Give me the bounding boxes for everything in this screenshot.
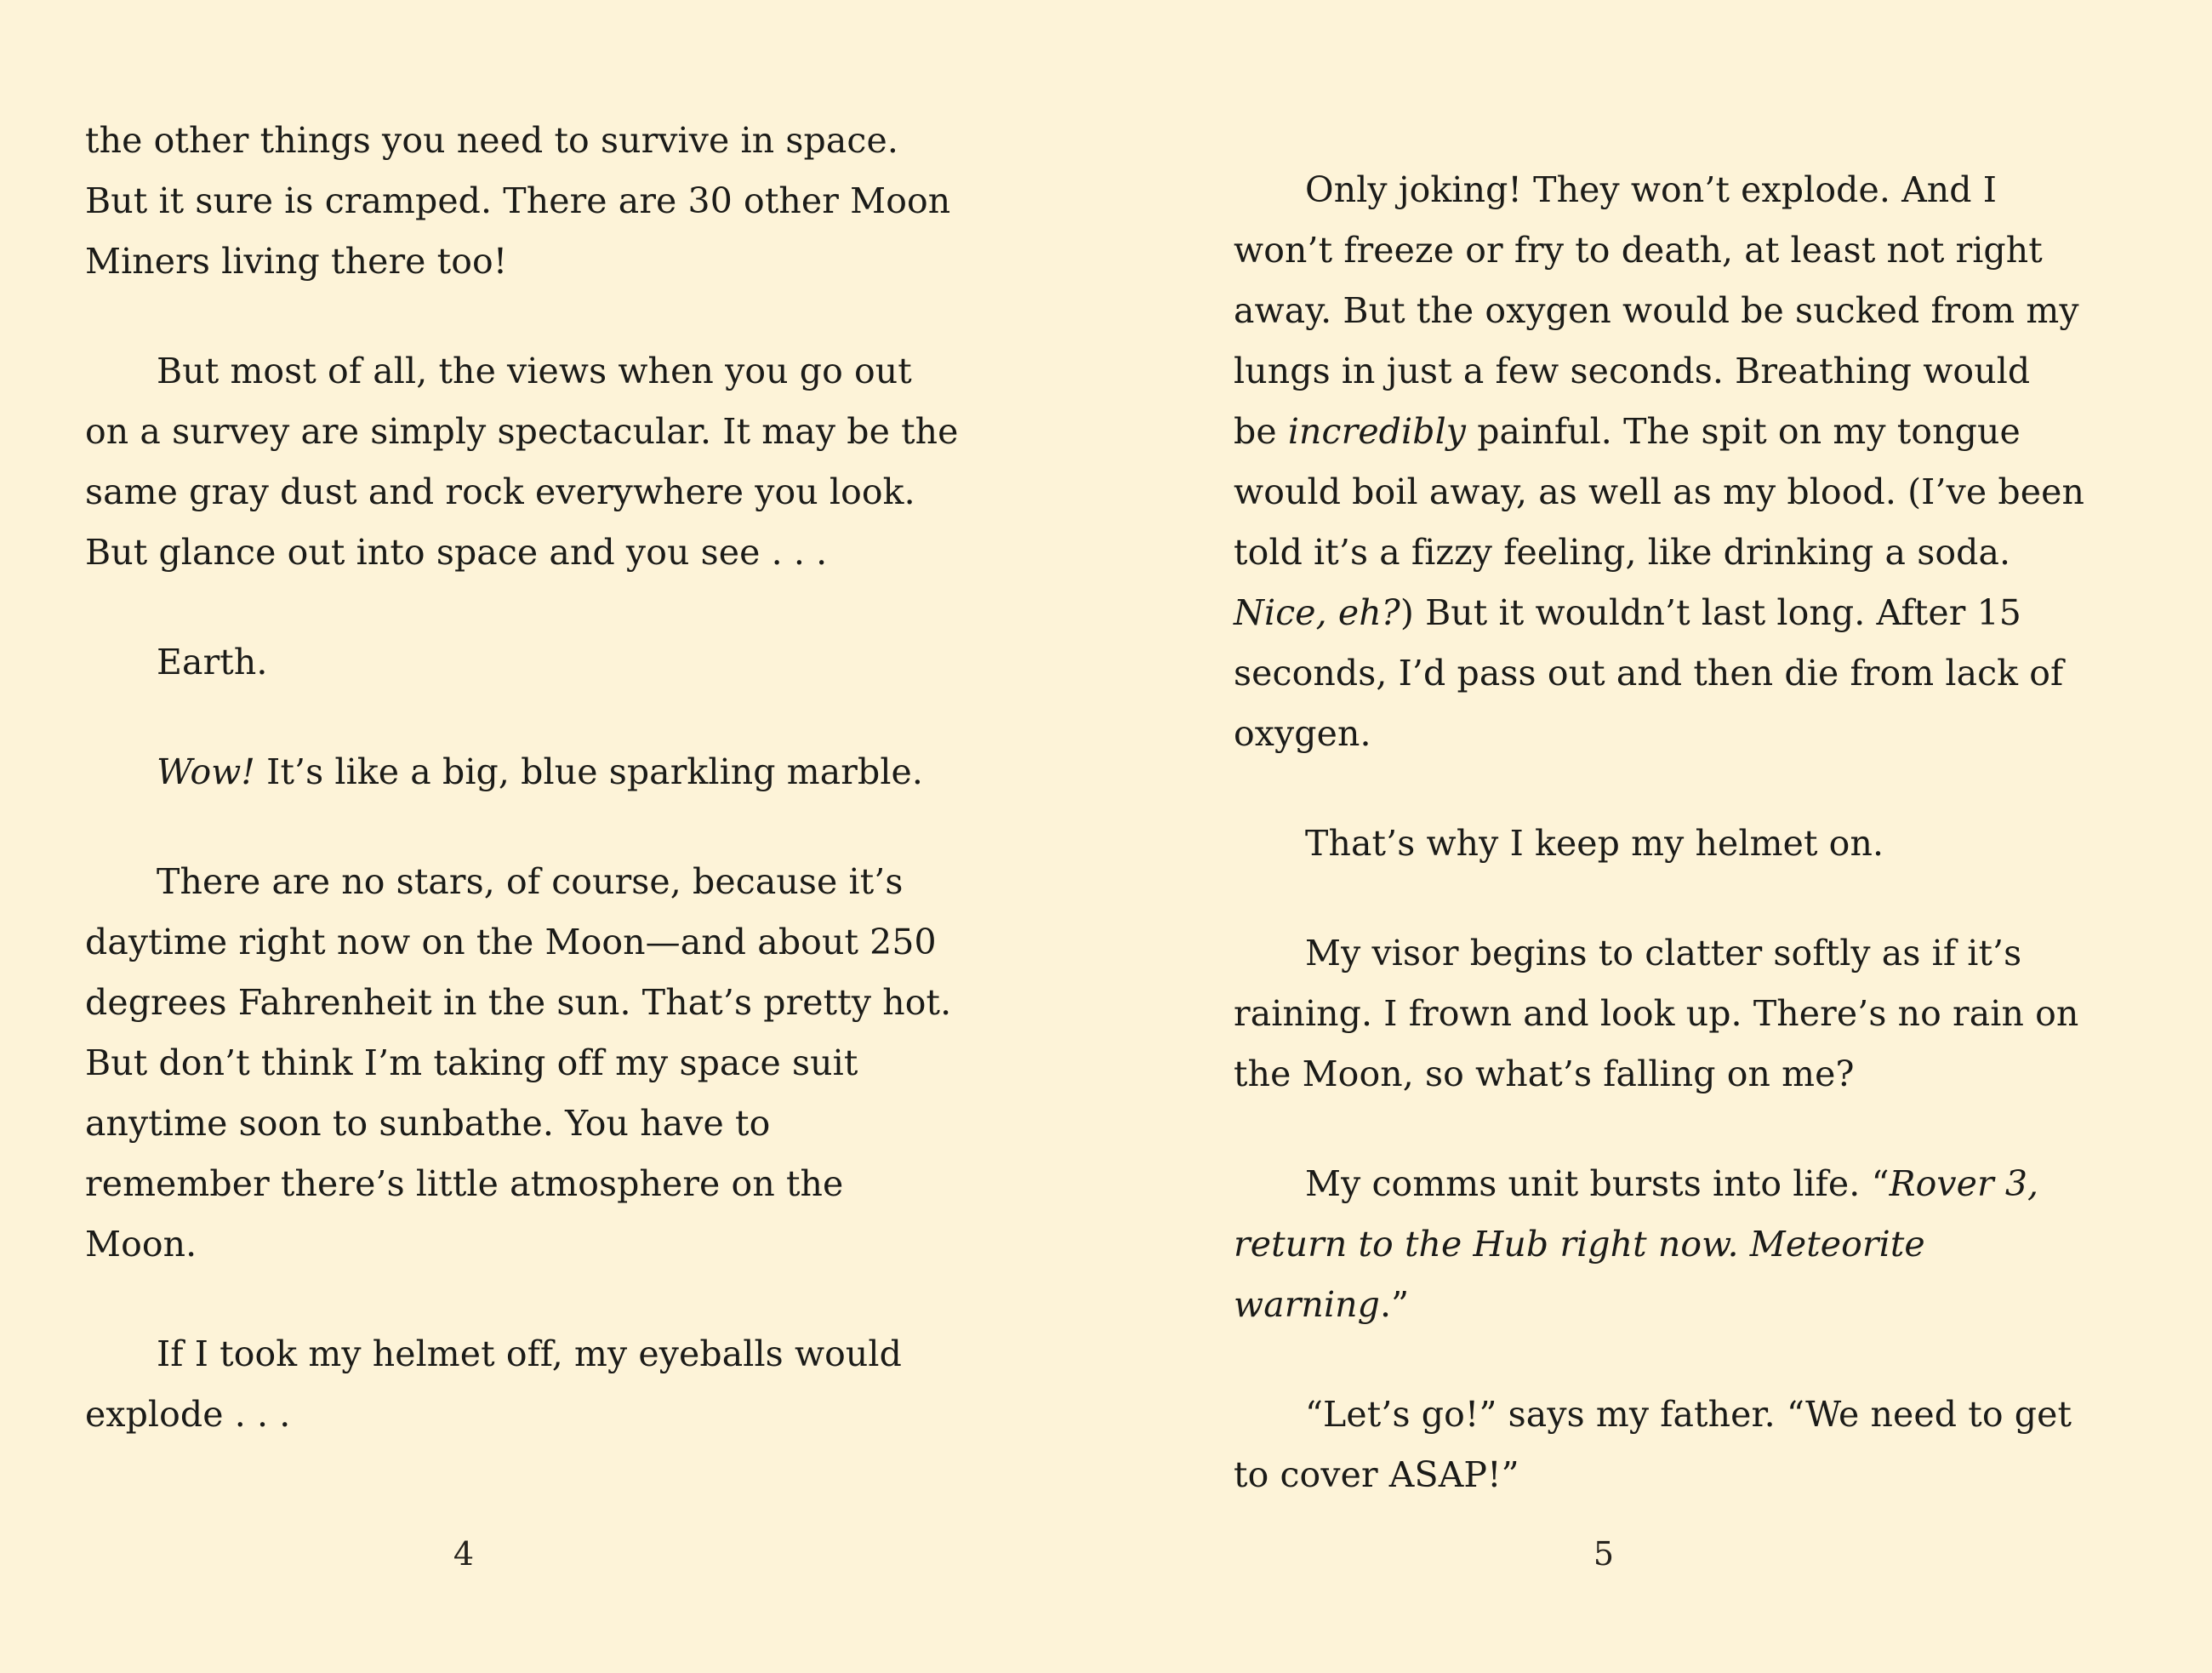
paragraph: “Let’s go!” says my father. “We need to get to cover ASAP!” [1234,1394,2072,1495]
page-right [1106,0,2212,1673]
paragraph: But most of all, the views when you go out on a survey are simply spectacular. It may be the same gray dust and rock everywhere you look. But glance out into space and you see . . . [85,351,959,573]
paragraph: the other things you need to survive in space. But it sure is cramped. There are 30 other Moon Miners living there too! [85,120,951,282]
paragraph: That’s why I keep my helmet on. [1305,823,1884,864]
page-right-body [1234,160,2084,1505]
page-left-body [85,111,961,1445]
paragraph: Wow! It’s like a big, blue sparkling marble. [157,751,924,792]
page-number-right: 5 [1593,1535,1615,1573]
paragraph: Earth. [157,642,268,682]
paragraph: Only joking! They won’t explode. And I won’t freeze or fry to death, at least not right away. But the oxygen would be sucked from my lungs in just a few seconds. Breathing would be incredibly painful. The spit on my tongue would boil away, as well as my blood. (I’ve been told it’s a fizzy feeling, like drinking a soda. Nice, eh?) But it wouldn’t last long. After 15 seconds, I’d pass out and then die from lack of oxygen. [1234,169,2084,754]
emphasis-text: incredibly [1287,411,1467,452]
emphasis-text: Nice, eh? [1234,592,1400,633]
emphasis-text: Rover 3, return to the Hub right now. Meteorite warning [1234,1163,2039,1325]
emphasis-text: Wow! [157,751,256,792]
page-number-left: 4 [453,1535,475,1573]
paragraph: My comms unit bursts into life. “Rover 3, return to the Hub right now. Meteorite warning.” [1234,1163,2039,1325]
paragraph: There are no stars, of course, because it’s daytime right now on the Moon—and about 250 degrees Fahrenheit in the sun. That’s pretty hot. But don’t think I’m taking off my space suit anytime soon to sunbathe. You have to remember there’s little atmosphere on the Moon. [85,861,952,1265]
paragraph: My visor begins to clatter softly as if it’s raining. I frown and look up. There’s no rain on the Moon, so what’s falling on me? [1234,933,2079,1094]
paragraph: If I took my helmet off, my eyeballs would explode . . . [85,1333,902,1435]
